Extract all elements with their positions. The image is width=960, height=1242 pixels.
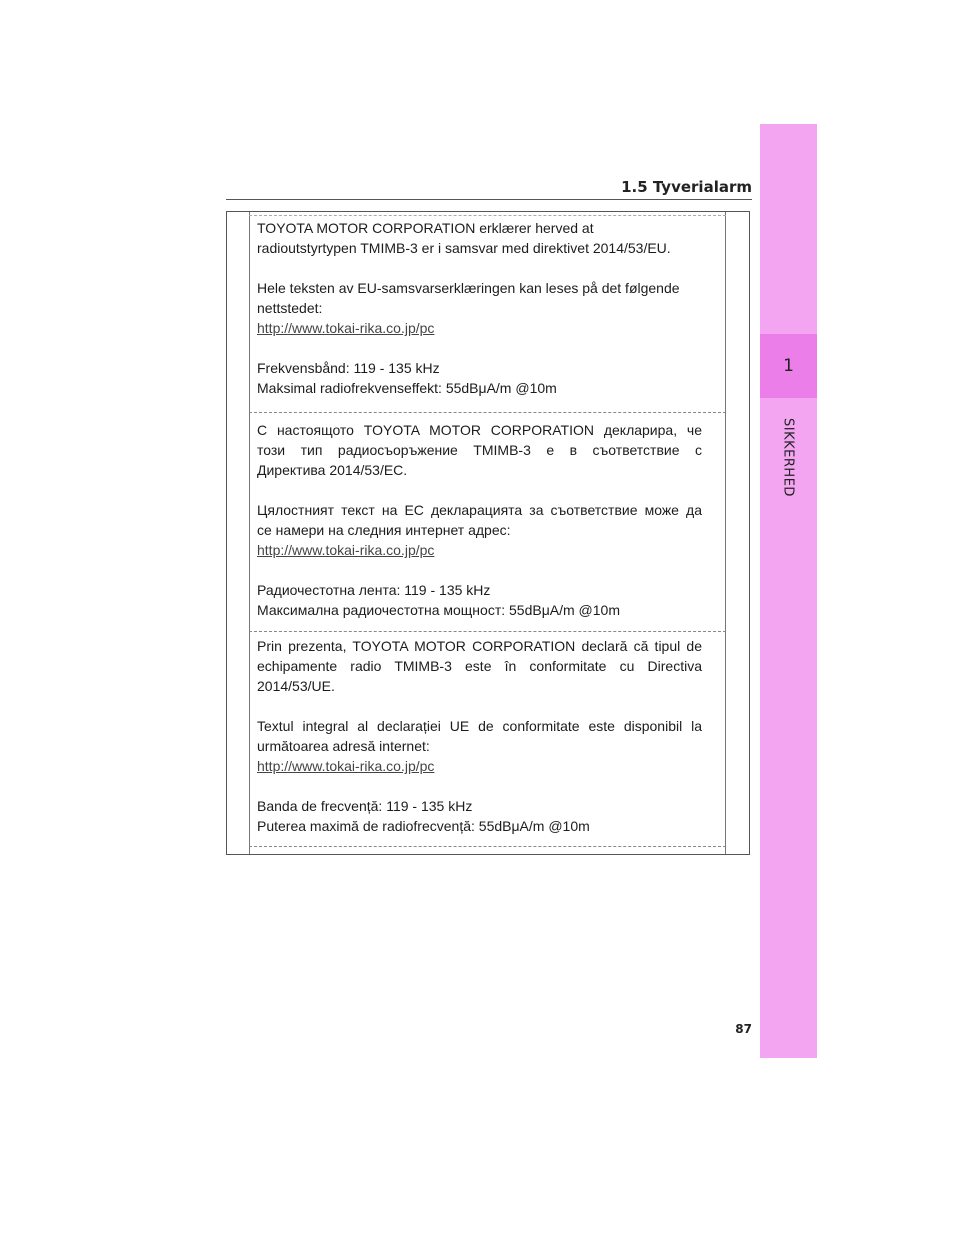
romanian-link[interactable]: http://www.tokai-rika.co.jp/pc (257, 758, 435, 774)
top-dashed-rule (249, 215, 726, 216)
norwegian-power: Maksimal radiofrekvenseffekt: 55dBμA/m @10m (257, 380, 557, 396)
romanian-para2-line-1: Textul integral al declarației UE de conformitate este disponibil la (257, 718, 702, 734)
romanian-line-2: echipamente radio TMIMB-3 este în conformitate cu Directiva (257, 658, 702, 674)
bulgarian-para2-line-2: се намери на следния интернет адрес: (257, 522, 511, 538)
bulgarian-para2-line-1: Цялостният текст на ЕС декларацията за съответствие може да (257, 502, 702, 518)
bulgarian-frequency: Радиочестотна лента: 119 - 135 kHz (257, 582, 491, 598)
romanian-power: Puterea maximă de radiofrecvență: 55dBμA/m @10m (257, 818, 590, 834)
romanian-line-3: 2014/53/UE. (257, 678, 335, 694)
norwegian-para2-line-2: nettstedet: (257, 300, 323, 316)
section-divider (249, 412, 726, 413)
declaration-frame (226, 211, 750, 855)
header-divider (226, 199, 752, 200)
chapter-label: SIKKERHED (780, 418, 796, 497)
norwegian-line-1: TOYOTA MOTOR CORPORATION erklærer herved at (257, 220, 594, 236)
declaration-bulgarian (257, 420, 702, 620)
page-number: 87 (735, 1022, 752, 1036)
romanian-frequency: Banda de frecvență: 119 - 135 kHz (257, 798, 473, 814)
chapter-number-tab[interactable] (760, 334, 817, 398)
romanian-para2-line-2: următoarea adresă internet: (257, 738, 430, 754)
norwegian-para2-line-1: Hele teksten av EU-samsvarserklæringen kan leses på det følgende (257, 280, 680, 296)
norwegian-line-2: radioutstyrtypen TMIMB-3 er i samsvar med direktivet 2014/53/EU. (257, 240, 671, 256)
bulgarian-line-1: С настоящото TOYOTA MOTOR CORPORATION декларира, че (257, 422, 702, 438)
section-divider (249, 631, 726, 632)
chapter-number: 1 (783, 356, 794, 376)
romanian-line-1: Prin prezenta, TOYOTA MOTOR CORPORATION declară că tipul de (257, 638, 702, 654)
norwegian-link[interactable]: http://www.tokai-rika.co.jp/pc (257, 320, 435, 336)
section-title: 1.5 Tyverialarm (621, 178, 752, 196)
chapter-side-tab (760, 124, 817, 1058)
norwegian-frequency: Frekvensbånd: 119 - 135 kHz (257, 360, 440, 376)
bulgarian-power: Максимална радиочестотна мощност: 55dBμA/m @10m (257, 602, 620, 618)
declaration-norwegian (257, 218, 702, 398)
bulgarian-link[interactable]: http://www.tokai-rika.co.jp/pc (257, 542, 435, 558)
bulgarian-line-3: Директива 2014/53/ЕС. (257, 462, 408, 478)
bulgarian-line-2: този тип радиосъоръжение TMIMB-3 е в съответствие с (257, 442, 702, 458)
declaration-romanian (257, 636, 702, 836)
bottom-dashed-rule (249, 846, 726, 847)
